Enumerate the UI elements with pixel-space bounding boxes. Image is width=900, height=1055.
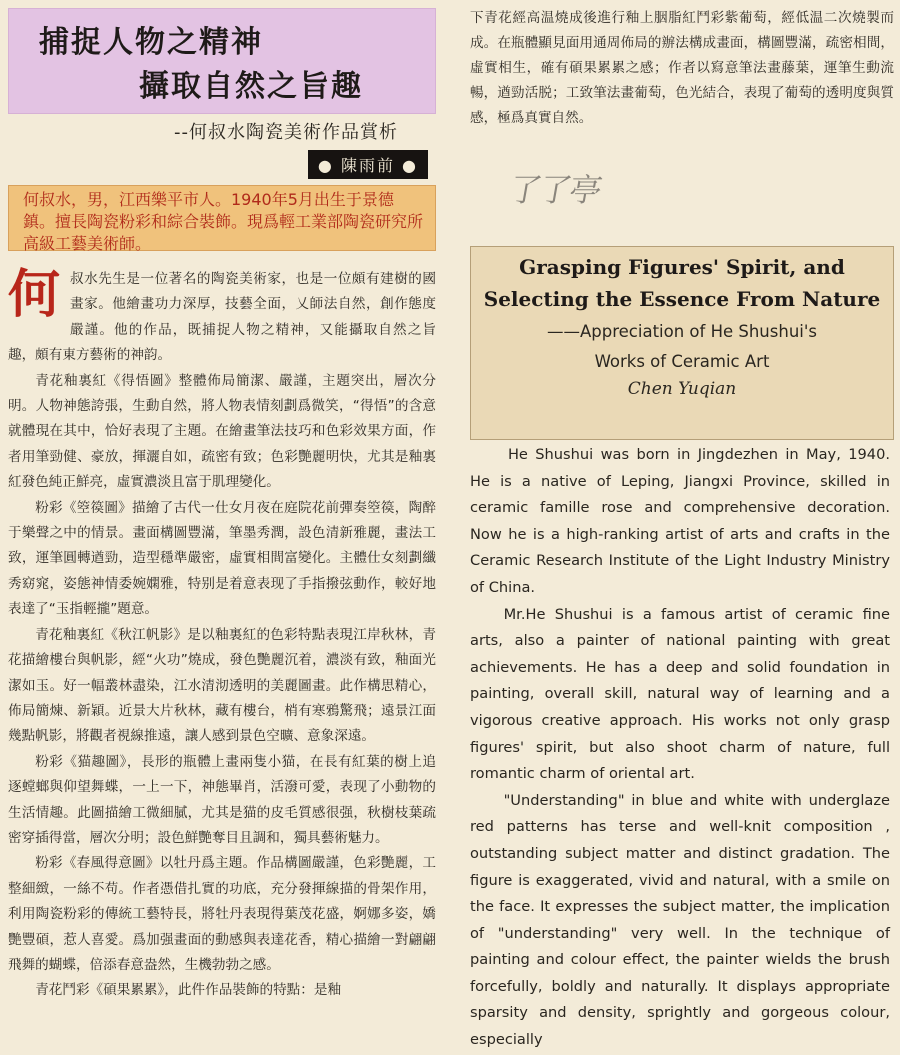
- title-box: [8, 8, 436, 114]
- english-subtitle-line-2: Works of Ceramic Art: [594, 352, 770, 371]
- author-row: [8, 150, 436, 179]
- chinese-paragraph-continued: 下青花經高温燒成後進行釉上胭脂紅鬥彩紫葡萄，經低温二次燒製而成。在瓶體顯見面用通周佈局的辦法構成畫面，構圖豐滿，疏密相間，虛實相生，確有碩果累累之感；作者以寫意筆法畫藤葉，運筆生動流暢，遒勁活脱；工致筆法畫葡萄，色光結合，表現了葡萄的透明度與質感，極爲真實自然。: [470, 10, 894, 126]
- chinese-paragraph-1: [8, 267, 436, 369]
- english-subtitle-line-1: ——Appreciation of He Shushui's: [547, 322, 817, 341]
- chinese-paragraph-5: 粉彩《猫趣圖》，長形的瓶體上畫兩隻小猫，在長有紅葉的樹上追逐螳螂與仰望舞蝶，一上一下，神態畢肖，活潑可愛，表现了小動物的生活情趣。此圖描繪工微細膩，尤其是猫的皮毛質感很强，秋樹枝葉疏密穿插得當，層次分明；設色鮮艷奪目且調和，獨具藝術魅力。: [8, 753, 436, 846]
- english-article: [470, 442, 890, 1054]
- bio-box: 何叔水，男，江西樂平市人。1940年5月出生于景德鎮。擅長陶瓷粉彩和綜合裝飾。現爲輕工業部陶瓷研究所高級工藝美術師。: [8, 185, 436, 251]
- subtitle: --何叔水陶瓷美術作品賞析: [174, 122, 398, 143]
- right-column: [470, 6, 894, 1049]
- english-paragraph-2: Mr.He Shushui is a famous artist of ceramic fine arts, also a painter of national painting with great achievements. He has a deep and solid foundation in painting, overall skill, natural way of learning and a vigorous creative approach. His works not only grasp figures' spirit, but also shoot charm of nature, full romantic charm of oriental art.: [470, 605, 890, 783]
- author-name: 陳雨前: [340, 156, 395, 175]
- english-subtitle: [471, 317, 893, 377]
- chinese-paragraph-4: 青花釉裏紅《秋江帆影》是以釉裏紅的色彩特點表現江岸秋林，青花描繪樓台與帆影，經“火功”燒成，發色艷麗沉着，濃淡有致，釉面光潔如玉。好一幅叢林盡染，江水清沏透明的美麗圖畫。此作構思精心，佈局簡煉、新穎。近景大片秋林，藏有樓台，梢有寒鴉驚飛；遠景江面幾點帆影，將觀者視線推遠，讓人感到景色空曠、意象深遠。: [8, 626, 436, 745]
- chinese-paragraph-1-text: 叔水先生是一位著名的陶瓷美術家，也是一位頗有建樹的國畫家。他繪畫功力深厚，技藝全面，乂師法自然，創作態度嚴謹。他的作品，既捕捉人物之精神，又能攝取自然之旨趣，頗有東方藝術的神韵。: [8, 271, 436, 364]
- drop-cap: 何: [8, 265, 61, 325]
- title-line-2: 攝取自然之旨趣: [139, 69, 363, 104]
- chinese-article: [8, 267, 436, 1004]
- calligraphy-signature: 了了亭: [506, 171, 604, 209]
- english-author: Chen Yuqian: [627, 379, 737, 399]
- left-column: [8, 8, 436, 1004]
- chinese-paragraph-7: 青花鬥彩《碩果累累》，此件作品裝飾的特點：是釉: [35, 982, 342, 999]
- english-paragraph-3: "Understanding" in blue and white with underglaze red patterns has terse and well-knit composition , outstanding subject matter and distinct gradation. The figure is exaggerated, vivid and natural, with a smile on the face. It expresses the subject matter, the implication of "understanding" very well. In the technique of painting and colour effect, the painter wields the brush forcefully, boldly and naturally. It displays appropriate sparsity and density, sprightly and gorgeous colour, especially: [470, 791, 890, 1049]
- chinese-paragraph-3: 粉彩《箜篌圖》描繪了古代一仕女月夜在庭院花前彈奏箜篌，陶醉于樂聲之中的情景。畫面構圖豐滿，筆墨秀潤，設色清新雅麗，畫法工致，運筆圓轉遒勁，造型穩準嚴密，虛實相間富變化。主體仕女刻劃纖秀窈窕，姿態神情委婉嫻雅，特别是着意表现了手指撥弦動作，較好地表達了“玉指輕攏”題意。: [8, 499, 436, 618]
- author-badge: ● 陳雨前 ●: [308, 150, 428, 179]
- english-title-box: [470, 246, 894, 440]
- english-title: Grasping Figures' Spirit, and Selecting the Essence From Nature: [483, 255, 881, 311]
- chinese-paragraph-2: 青花釉裏紅《得悟圖》整體佈局簡潔、嚴謹，主題突出，層次分明。人物神態誇張，生動自然，將人物表情刻劃爲微笑，“得悟”的含意就體現在其中，恰好表現了主題。在繪畫筆法技巧和色彩效果方面，作者用筆勁健、豪放，揮灑自如，疏密有致；色彩艷麗明快，尤其是釉裏紅發色純正鮮亮，虛實濃淡且富于肌理變化。: [8, 372, 436, 491]
- chinese-paragraph-6: 粉彩《春風得意圖》以牡丹爲主題。作品構圖嚴謹，色彩艷麗，工整細緻，一絲不苟。作者憑借扎實的功底，充分發揮線描的骨架作用，利用陶瓷粉彩的傳統工藝特長，將牡丹表現得葉茂花盛，婀娜多姿，嬌艷豐碩，惹人喜愛。爲加强畫面的動感與表達花香，精心描繪一對翩翩飛舞的蝴蝶，倍添春意盎然，生機勃勃之感。: [8, 855, 436, 973]
- english-paragraph-1: He Shushui was born in Jingdezhen in May, 1940. He is a native of Leping, Jiangxi Province, skilled in ceramic famille rose and comprehensive decoration. Now he is a high-ranking artist of arts and crafts in the Ceramic Research Institute of the Light Industry Ministry of China.: [470, 446, 890, 596]
- title-line-1: 捕捉人物之精神: [39, 25, 263, 60]
